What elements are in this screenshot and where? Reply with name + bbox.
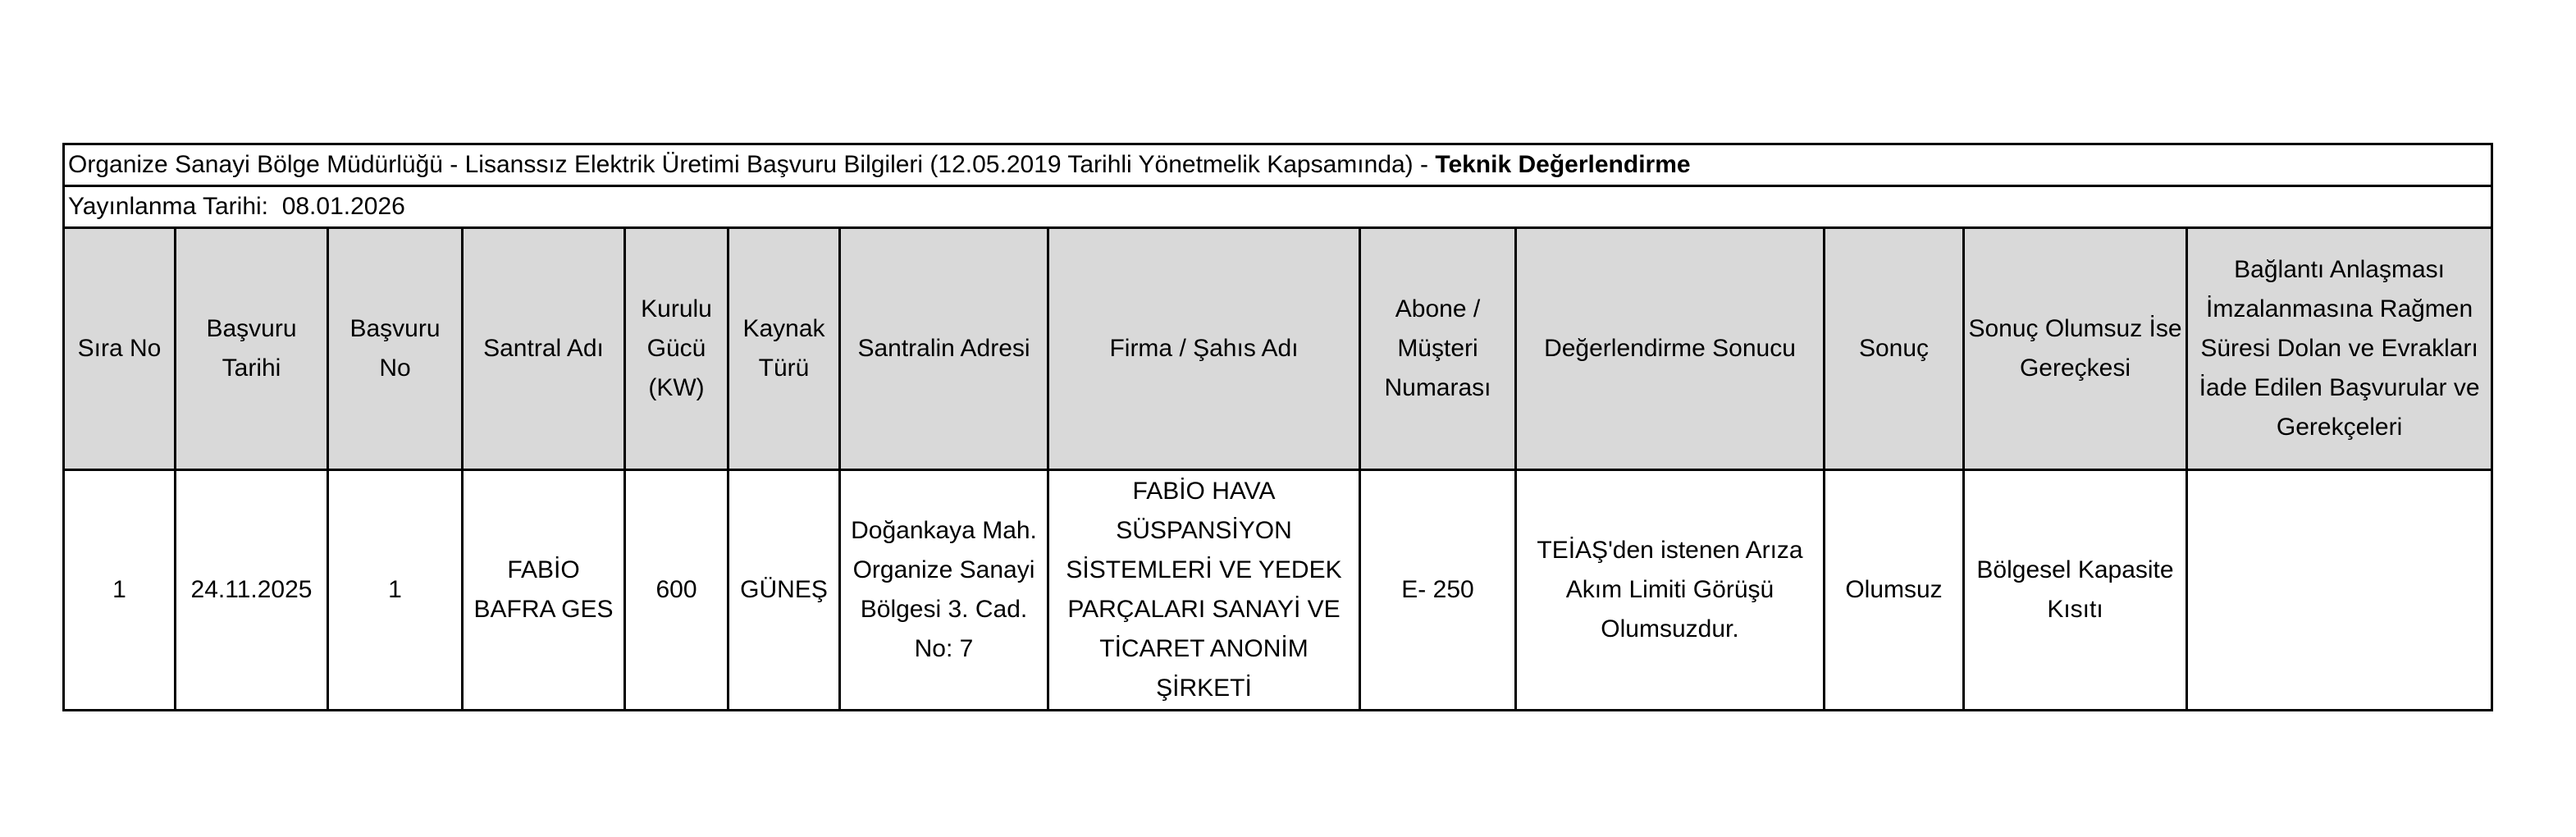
header-basvuru-no: Başvuru No (328, 228, 463, 470)
header-santral-adi: Santral Adı (463, 228, 625, 470)
cell-gerekce: Bölgesel Kapasite Kısıtı (1964, 470, 2187, 711)
publication-row (64, 186, 2492, 228)
cell-santral-adi: FABİO BAFRA GES (463, 470, 625, 711)
header-sira-no: Sıra No (64, 228, 176, 470)
document-title (64, 144, 2492, 186)
cell-basvuru-no: 1 (328, 470, 463, 711)
cell-santral-adresi: Doğankaya Mah. Organize Sanayi Bölgesi 3. Cad. No: 7 (840, 470, 1048, 711)
publication-date: 08.01.2026 (281, 193, 405, 220)
cell-abone-no: E- 250 (1360, 470, 1516, 711)
cell-iade-gerekce (2187, 470, 2492, 711)
header-iade-gerekce: Bağlantı Anlaşması İmzalanmasına Rağmen Süresi Dolan ve Evrakları İade Edilen Başvurular ve Gerekçeleri (2187, 228, 2492, 470)
cell-degerlendirme-sonucu: TEİAŞ'den istenen Arıza Akım Limiti Görüşü Olumsuzdur. (1516, 470, 1825, 711)
publication-label: Yayınlanma Tarihi: (68, 193, 269, 220)
publication-date-cell (64, 186, 2492, 228)
header-kurulu-guc: Kurulu Gücü (KW) (625, 228, 728, 470)
header-row (64, 228, 2492, 470)
header-gerekce: Sonuç Olumsuz İse Gereçkesi (1964, 228, 2187, 470)
application-table (62, 143, 2493, 711)
header-santral-adresi: Santralin Adresi (840, 228, 1048, 470)
header-degerlendirme-sonucu: Değerlendirme Sonucu (1516, 228, 1825, 470)
document-title-bold: Teknik Değerlendirme (1435, 151, 1691, 178)
header-basvuru-tarihi: Başvuru Tarihi (176, 228, 328, 470)
cell-firma-adi: FABİO HAVA SÜSPANSİYON SİSTEMLERİ VE YEDEK PARÇALARI SANAYİ VE TİCARET ANONİM ŞİRKETİ (1048, 470, 1360, 711)
cell-sira-no: 1 (64, 470, 176, 711)
cell-sonuc: Olumsuz (1825, 470, 1964, 711)
document-title-text: Organize Sanayi Bölge Müdürlüğü - Lisanssız Elektrik Üretimi Başvuru Bilgileri (12.05.2019 Tarihli Yönetmelik Kapsamında) - (68, 151, 1436, 178)
header-abone-no: Abone / Müşteri Numarası (1360, 228, 1516, 470)
cell-basvuru-tarihi: 24.11.2025 (176, 470, 328, 711)
cell-kurulu-guc: 600 (625, 470, 728, 711)
table-row (64, 470, 2492, 711)
header-firma-adi: Firma / Şahıs Adı (1048, 228, 1360, 470)
cell-kaynak-turu: GÜNEŞ (728, 470, 840, 711)
title-row (64, 144, 2492, 186)
header-kaynak-turu: Kaynak Türü (728, 228, 840, 470)
header-sonuc: Sonuç (1825, 228, 1964, 470)
